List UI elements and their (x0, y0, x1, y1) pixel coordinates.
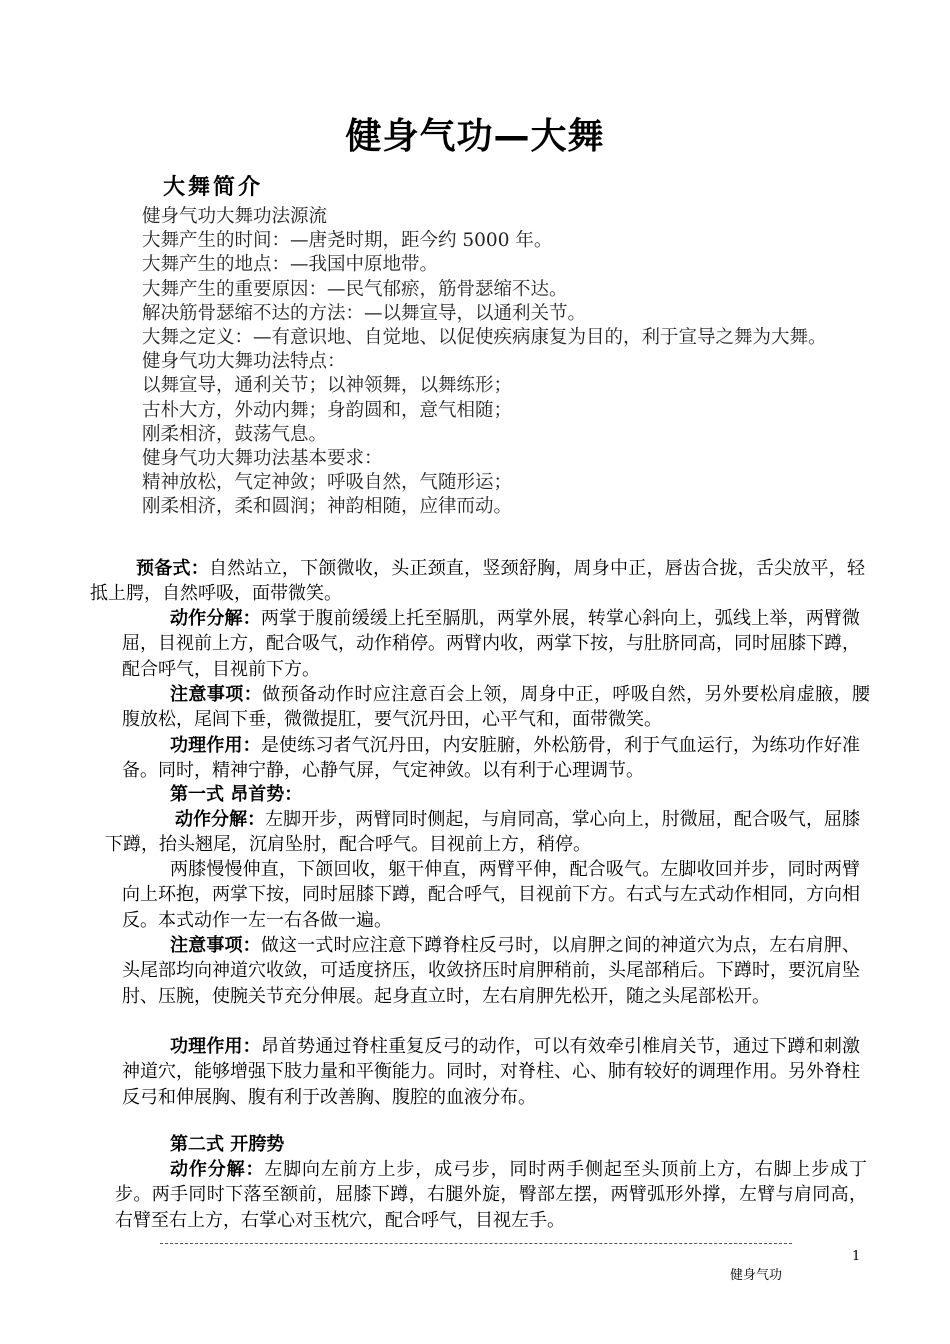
prep-paragraph: 预备式：自然站立，下颌微收，头正颈直，竖颈舒胸，周身中正，唇齿合拢，舌尖放平，轻抵上腭，自然呼吸，面带微笑。 (90, 558, 866, 605)
prep-label: 预备式 (136, 558, 191, 579)
form1-action-paragraph-2 (122, 857, 860, 933)
form1-action-paragraph: 动作分解：左脚开步，两臂同时侧起，与肩同高，掌心向上，肘微屈，配合吸气，屈膝下蹲，抬头翘尾，沉肩坠肘，配合呼气。目视前上方，稍停。 (105, 809, 861, 856)
form1-notes-text: 做这一式时应注意下蹲脊柱反弓时，以肩胛之间的神道穴为点，左右肩胛、头尾部均向神道穴收敛，可适度挤压，收敛挤压时肩胛稍前，头尾部稍后。下蹲时，要沉肩坠肘、压腕，使腕关节充分伸展。起身直立时，左右肩胛先松开，随之头尾部松开。 (122, 935, 861, 1007)
form1-effect-label: 功理作用 (170, 1036, 243, 1057)
form1-heading-block: 第一式 昂首势： (170, 784, 303, 805)
form2-heading-block (170, 1132, 470, 1157)
form2-action-label: 动作分解 (170, 1159, 246, 1180)
document-title: 健身气功—大舞 (345, 116, 605, 157)
form2-heading: 第二式 开胯势 (170, 1134, 285, 1155)
prep-notes-label: 注意事项 (170, 684, 244, 705)
intro-line: 以舞宣导，通利关节；以神领舞，以舞练形； (142, 375, 513, 397)
page-number: 1 (852, 1249, 861, 1264)
form1-notes-paragraph: 注意事项：做这一式时应注意下蹲脊柱反弓时，以肩胛之间的神道穴为点，左右肩胛、头尾部均向神道穴收敛，可适度挤压，收敛挤压时肩胛稍前，头尾部稍后。下蹲时，要沉肩坠肘、压腕，使腕关节充分伸展。起身直立时，左右肩胛先松开，随之头尾部松开。 (122, 935, 861, 1007)
form2-action-text: 左脚向左前方上步，成弓步，同时两手侧起至头顶前上方，右脚上步成丁步。两手同时下落至额前，屈膝下蹲，右腿外旋，臀部左摆，两臂弧形外撑，左臂与肩同高，右臂至右上方，右掌心对玉枕穴，配合呼气，目视左手。 (115, 1159, 868, 1231)
intro-line: 大舞之定义：—有意识地、自觉地、以促使疾病康复为目的，利于宣导之舞为大舞。 (142, 327, 827, 349)
footer-text: 健身气功 (730, 1268, 783, 1283)
intro-line: 健身气功大舞功法特点： (142, 351, 346, 373)
section-heading-intro: 大舞简介 (163, 175, 264, 200)
prep-text: 自然站立，下颌微收，头正颈直，竖颈舒胸，周身中正，唇齿合拢，舌尖放平，轻抵上腭，自然呼吸，面带微笑。 (90, 558, 866, 605)
form2-action-paragraph: 动作分解：左脚向左前方上步，成弓步，同时两手侧起至头顶前上方，右脚上步成丁步。两手同时下落至额前，屈膝下蹲，右腿外旋，臀部左摆，两臂弧形外撑，左臂与肩同高，右臂至右上方，右掌心对玉枕穴，配合呼气，目视左手。 (115, 1159, 868, 1231)
prep-notes-paragraph: 注意事项：做预备动作时应注意百会上领，周身中正，呼吸自然，另外要松肩虚腋，腰腹放松，尾闾下垂，微微提肛，要气沉丹田，心平气和，面带微笑。 (122, 684, 871, 731)
intro-line: 健身气功大舞功法基本要求： (142, 448, 383, 470)
form1-notes-label: 注意事项 (170, 935, 243, 956)
prep-action-label: 动作分解 (170, 608, 243, 629)
prep-action-paragraph: 动作分解：两掌于腹前缓缓上托至膈肌，两掌外展，转掌心斜向上，弧线上举，两臂微屈，目视前上方，配合吸气，动作稍停。两臂内收，两掌下按，与肚脐同高，同时屈膝下蹲，配合呼气，目视前下方。 (122, 608, 861, 680)
prep-action-text: 两掌于腹前缓缓上托至膈肌，两掌外展，转掌心斜向上，弧线上举，两臂微屈，目视前上方，配合吸气，动作稍停。两臂内收，两掌下按，与肚脐同高，同时屈膝下蹲，配合呼气，目视前下方。 (122, 608, 861, 680)
prep-notes-text: 做预备动作时应注意百会上领，周身中正，呼吸自然，另外要松肩虚腋，腰腹放松，尾闾下垂，微微提肛，要气沉丹田，心平气和，面带微笑。 (122, 684, 871, 731)
intro-line: 古朴大方，外动内舞；身韵圆和，意气相随； (142, 399, 513, 421)
form1-action-text-2: 两膝慢慢伸直，下颌回收，躯干伸直，两臂平伸，配合吸气。左脚收回并步，同时两臂向上环抱，两掌下按，同时屈膝下蹲，配合呼气，目视前下方。右式与左式动作相同，方向相反。本式动作一左一右各做一遍。 (122, 859, 860, 931)
footer-dashed-rule (160, 1243, 792, 1244)
intro-line: 大舞产生的时间：—唐尧时期，距今约 5000 年。 (142, 230, 553, 252)
intro-line: 大舞产生的重要原因：—民气郁瘀，筋骨瑟缩不达。 (142, 278, 568, 300)
form1-action-label: 动作分解 (175, 809, 248, 830)
intro-line: 健身气功大舞功法源流 (142, 206, 328, 227)
form1-heading: 第一式 昂首势 (170, 784, 285, 805)
prep-effect-text: 是使练习者气沉丹田，内安脏腑，外松筋骨，利于气血运行，为练功作好准备。同时，精神宁静，心静气屏，气定神敛。以有利于心理调节。 (122, 735, 861, 782)
prep-effect-label: 功理作用 (170, 735, 243, 756)
form1-effect-paragraph: 功理作用：昂首势通过脊柱重复反弓的动作，可以有效牵引椎肩关节，通过下蹲和刺激神道穴，能够增强下肢力量和平衡能力。同时，对脊柱、心、肺有较好的调理作用。另外脊柱反弓和伸展胸、腹有利于改善胸、腹腔的血液分布。 (122, 1036, 861, 1108)
form1-action-text: 左脚开步，两臂同时侧起，与肩同高，掌心向上，肘微屈，配合吸气，屈膝下蹲，抬头翘尾，沉肩坠肘，配合呼气。目视前上方，稍停。 (105, 809, 861, 856)
intro-line: 精神放松，气定神敛；呼吸自然，气随形运； (142, 472, 513, 494)
intro-line: 解决筋骨瑟缩不达的方法：—以舞宣导，以通利关节。 (142, 302, 587, 324)
prep-effect-paragraph: 功理作用：是使练习者气沉丹田，内安脏腑，外松筋骨，利于气血运行，为练功作好准备。同时，精神宁静，心静气屏，气定神敛。以有利于心理调节。 (122, 735, 861, 782)
intro-block (90, 205, 865, 520)
intro-line: 大舞产生的地点：—我国中原地带。 (142, 254, 439, 276)
intro-line: 刚柔相济，鼓荡气息。 (142, 423, 328, 445)
intro-line: 刚柔相济，柔和圆润；神韵相随，应律而动。 (142, 496, 513, 518)
form1-effect-text: 昂首势通过脊柱重复反弓的动作，可以有效牵引椎肩关节，通过下蹲和刺激神道穴，能够增强下肢力量和平衡能力。同时，对脊柱、心、肺有较好的调理作用。另外脊柱反弓和伸展胸、腹有利于改善胸、腹腔的血液分布。 (122, 1036, 861, 1108)
